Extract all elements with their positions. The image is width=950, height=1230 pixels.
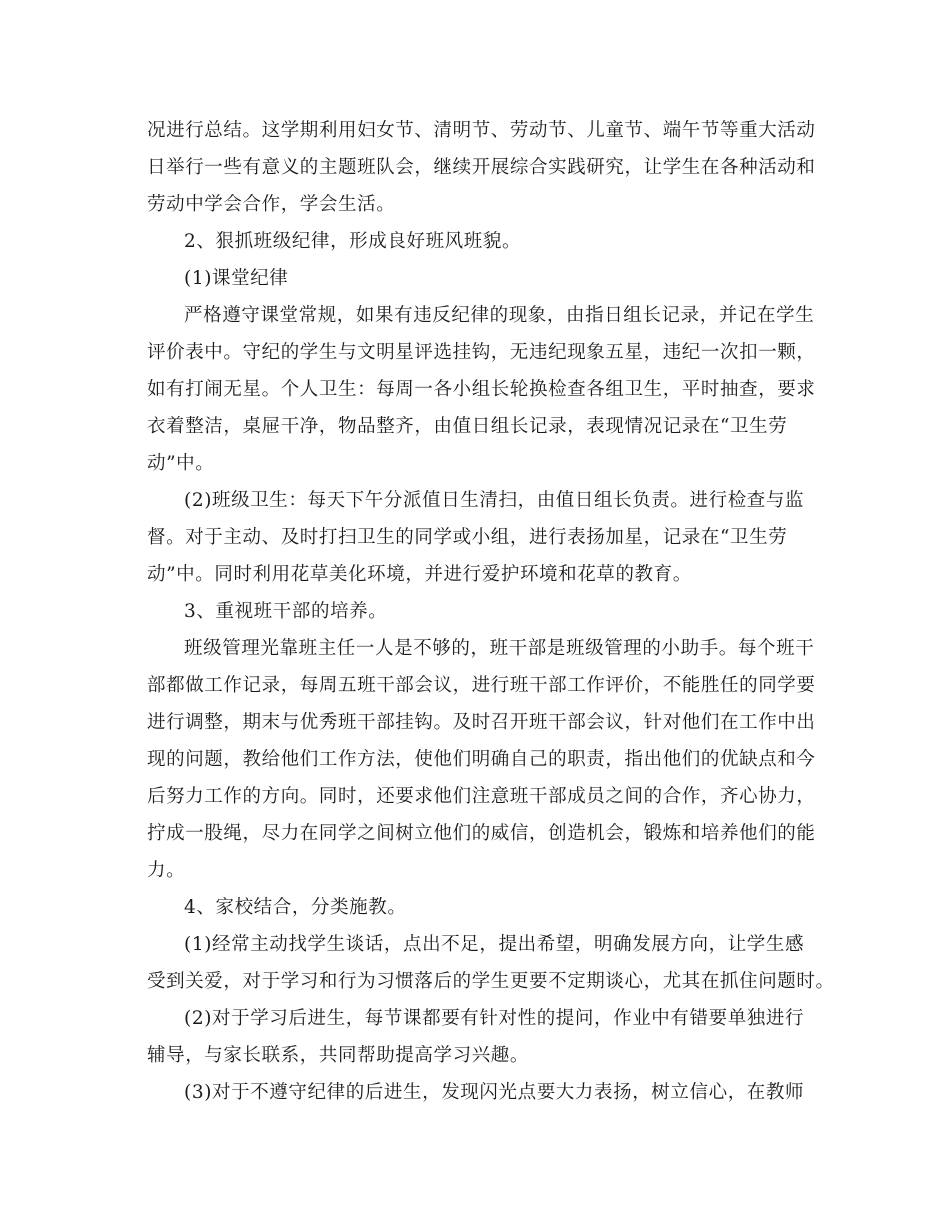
text-line: 受到关爱，对于学习和行为习惯落后的学生更要不定期谈心，尤其在抓住问题时。 <box>147 971 835 992</box>
text-line: 动”中。同时利用花草美化环境，并进行爱护环境和花草的教育。 <box>147 564 692 585</box>
text-line: 现的问题，教给他们工作方法，使他们明确自己的职责，指出他们的优缺点和今 <box>147 749 816 770</box>
text-line: 劳动中学会合作，学会生活。 <box>147 194 396 215</box>
text-line: (1)经常主动找学生谈话，点出不足，提出希望，明确发展方向，让学生感 <box>184 934 805 955</box>
text-line: 如有打闹无星。个人卫生：每周一各小组长轮换检查各组卫生，平时抽查，要求 <box>147 379 816 400</box>
text-line: (2)对于学习后进生，每节课都要有针对性的提问，作业中有错要单独进行 <box>184 1008 805 1029</box>
text-line: 班级管理光靠班主任一人是不够的，班干部是班级管理的小助手。每个班干 <box>184 638 815 659</box>
section-heading: 2、狠抓班级纪律，形成良好班风班貌。 <box>184 231 522 252</box>
text-line: 严格遵守课堂常规，如果有违反纪律的现象，由指日组长记录，并记在学生 <box>184 305 815 326</box>
text-line: 日举行一些有意义的主题班队会，继续开展综合实践研究，让学生在各种活动和 <box>147 157 816 178</box>
text-line: 拧成一股绳，尽力在同学之间树立他们的威信，创造机会，锻炼和培养他们的能 <box>147 823 816 844</box>
text-line: (3)对于不遵守纪律的后进生，发现闪光点要大力表扬，树立信心，在教师 <box>184 1082 805 1103</box>
text-line: 进行调整，期末与优秀班干部挂钩。及时召开班干部会议，针对他们在工作中出 <box>147 712 816 733</box>
text-line: 部都做工作记录，每周五班干部会议，进行班干部工作评价，不能胜任的同学要 <box>147 675 816 696</box>
text-line: 力。 <box>147 860 186 881</box>
subsection-heading: (1)课堂纪律 <box>184 268 289 289</box>
text-line: 评价表中。守纪的学生与文明星评选挂钩，无违纪现象五星，违纪一次扣一颗， <box>147 342 816 363</box>
section-heading: 3、重视班干部的培养。 <box>184 601 388 622</box>
text-line: 动”中。 <box>147 453 215 474</box>
text-line: 辅导，与家长联系，共同帮助提高学习兴趣。 <box>147 1045 530 1066</box>
section-heading: 4、家校结合，分类施教。 <box>184 897 407 918</box>
text-line: 后努力工作的方向。同时，还要求他们注意班干部成员之间的合作，齐心协力， <box>147 786 816 807</box>
text-line: 督。对于主动、及时打扫卫生的同学或小组，进行表扬加星，记录在“卫生劳 <box>147 527 788 548</box>
text-line: (2)班级卫生：每天下午分派值日生清扫，由值日组长负责。进行检查与监 <box>184 490 805 511</box>
text-line: 衣着整洁，桌屉干净，物品整齐，由值日组长记录，表现情况记录在“卫生劳 <box>147 416 788 437</box>
text-line: 况进行总结。这学期利用妇女节、清明节、劳动节、儿童节、端午节等重大活动 <box>147 120 816 141</box>
